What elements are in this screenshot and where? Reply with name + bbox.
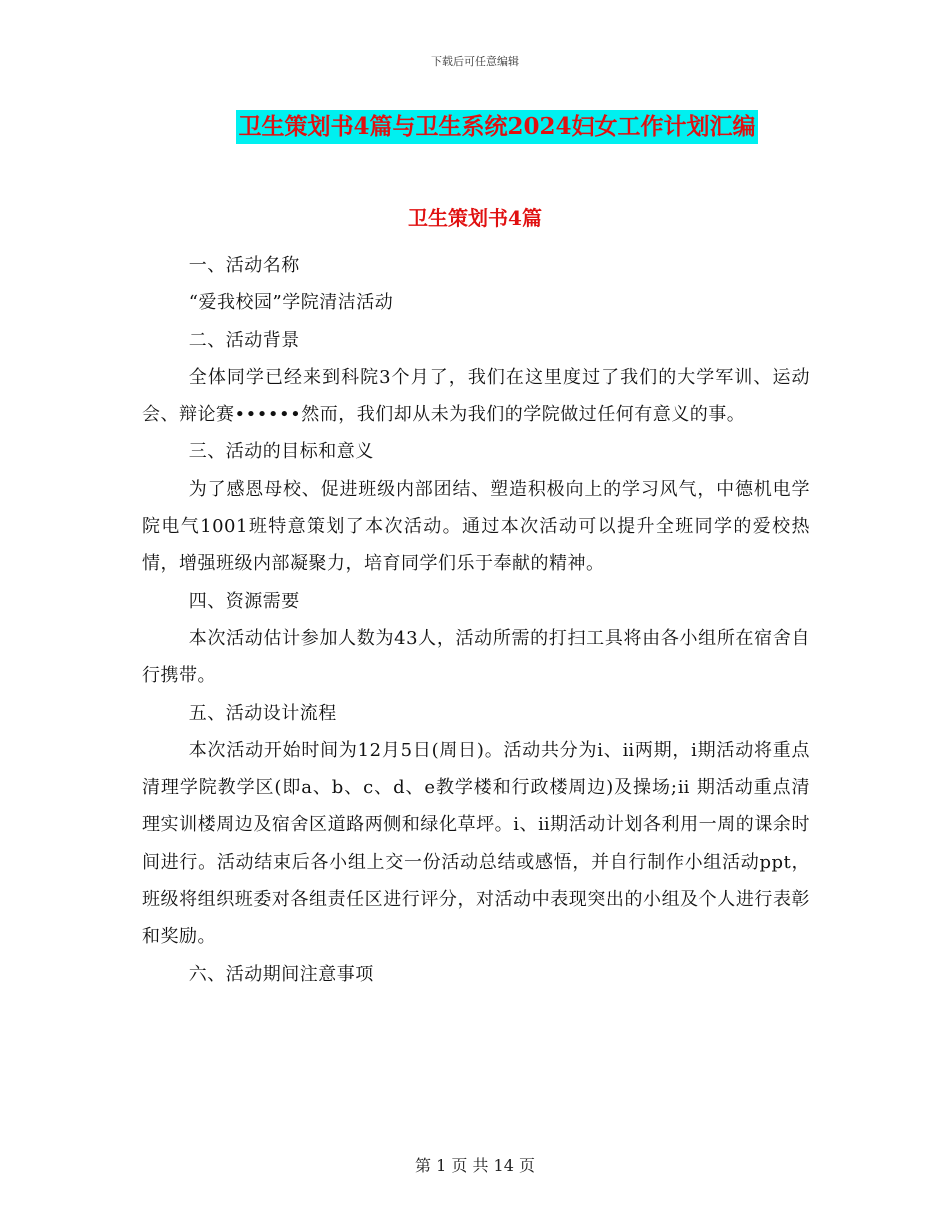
paragraph-background: 全体同学已经来到科院3个月了，我们在这里度过了我们的大学军训、运动会、辩论赛••••••然而，我们却从未为我们的学院做过任何有意义的事。: [142, 366, 810, 426]
document-body: [142, 247, 810, 993]
main-title: 卫生策划书4篇与卫生系统2024妇女工作计划汇编: [236, 110, 757, 144]
page-number-label: 第 1 页 共 14 页: [415, 1156, 535, 1175]
heading-notes: 六、活动期间注意事项: [188, 963, 374, 985]
heading-background: 二、活动背景: [188, 329, 300, 351]
paragraph-goals: 为了感恩母校、促进班级内部团结、塑造积极向上的学习风气，中德机电学院电气1001班特意策划了本次活动。通过本次活动可以提升全班同学的爱校热情，增强班级内部凝聚力，培育同学们乐于奉献的精神。: [142, 478, 810, 575]
heading-activity-name: 一、活动名称: [188, 255, 300, 276]
heading-resources: 四、资源需要: [188, 590, 300, 612]
page-footer: [0, 1153, 950, 1176]
heading-process: 五、活动设计流程: [188, 702, 337, 724]
section-title: 卫生策划书4篇: [408, 206, 542, 230]
page-header-note: 下载后可任意编辑: [431, 55, 519, 68]
paragraph-process: 本次活动开始时间为12月5日(周日)。活动共分为ⅰ、ⅱ两期，ⅰ期活动将重点清理学院教学区(即a、b、c、d、e教学楼和行政楼周边)及操场;ⅱ 期活动重点清理实训楼周边及宿舍区道路两侧和绿化草坪。ⅰ、ⅱ期活动计划各利用一周的课余时间进行。活动结束后各小组上交一份活动总结或感悟，并自行制作小组活动ppt，班级将组织班委对各组责任区进行评分，对活动中表现突出的小组及个人进行表彰和奖励。: [142, 739, 810, 948]
paragraph-activity-name: “爱我校园”学院清洁活动: [188, 292, 394, 314]
heading-goals: 三、活动的目标和意义: [188, 441, 374, 463]
paragraph-resources: 本次活动估计参加人数为43人，活动所需的打扫工具将由各小组所在宿舍自行携带。: [142, 627, 810, 687]
main-title-container: [0, 110, 950, 144]
